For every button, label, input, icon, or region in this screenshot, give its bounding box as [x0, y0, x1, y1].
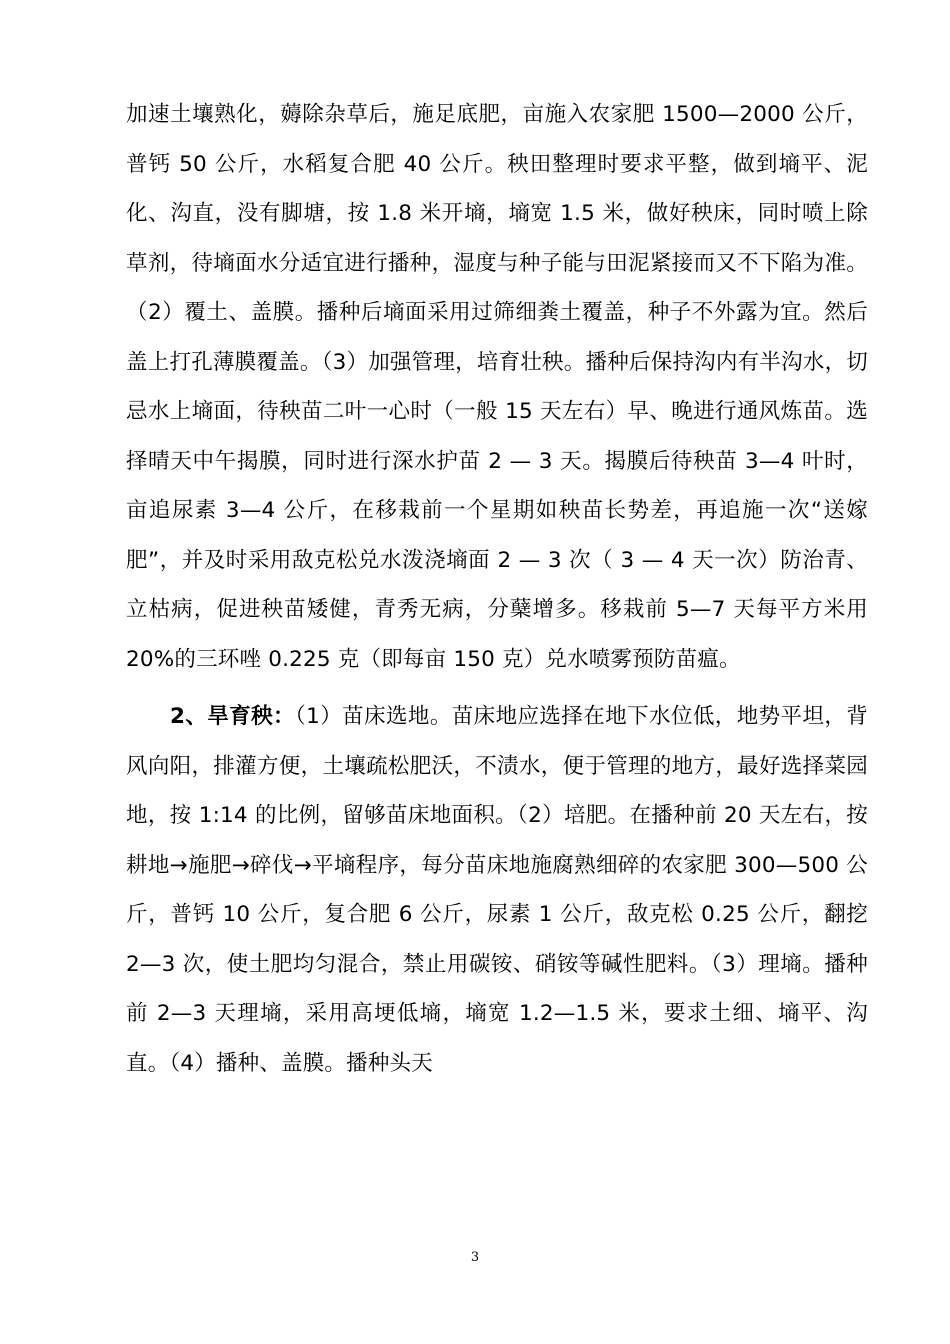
paragraph-text: （1）苗床选地。苗床地应选择在地下水位低，地势平坦，背风向阳，排灌方便，土壤疏松肥沃，不渍水，便于管理的地方，最好选择菜园地，按 1:14 的比例，留够苗床地面积。（2）培肥。在播种前 20 天左右，按耕地→施肥→碎伐→平墒程序，每分苗床地施腐熟细碎的农家肥 300—500 公斤，普钙 10 公斤，复合肥 6 公斤，尿素 1 公斤，敌克松 0.25 公斤，翻挖 2—3 次，使土肥均匀混合，禁止用碳铵、硝铵等碱性肥料。（3）理墒。播种前 2—3 天理墒，采用高埂低墒，墒宽 1.2—1.5 米，要求土细、墒平、沟直。（4）播种、盖膜。播种头天	[126, 704, 868, 1076]
body-text	[126, 90, 868, 1088]
paragraph-dry-nursery	[126, 692, 868, 1088]
paragraph-text: 加速土壤熟化，薅除杂草后，施足底肥，亩施入农家肥 1500—2000 公斤，普钙 50 公斤，水稻复合肥 40 公斤。秧田整理时要求平整，做到墒平、泥化、沟直，没有脚塘，按 1.8 米开墒，墒宽 1.5 米，做好秧床，同时喷上除草剂，待墒面水分适宜进行播种，湿度与种子能与田泥紧接而又不下陷为准。（2）覆土、盖膜。播种后墒面采用过筛细粪土覆盖，种子不外露为宜。然后盖上打孔薄膜覆盖。（3）加强管理，培育壮秧。播种后保持沟内有半沟水，切忌水上墒面，待秧苗二叶一心时（一般 15 天左右）早、晚进行通风炼苗。选择晴天中午揭膜，同时进行深水护苗 2 — 3 天。揭膜后待秧苗 3—4 叶时，亩追尿素 3—4 公斤，在移栽前一个星期如秧苗长势差，再追施一次“送嫁肥”，并及时采用敌克松兑水泼浇墒面 2 — 3 次（ 3 — 4 天一次）防治青、立枯病，促进秧苗矮健，青秀无病，分蘖增多。移栽前 5—7 天每平方米用 20%的三环唑 0.225 克（即每亩 150 克）兑水喷雾预防苗瘟。	[126, 102, 868, 672]
page-number: 3	[470, 1250, 480, 1265]
paragraph-continuation	[126, 90, 868, 684]
section-heading-dry-nursery: 2、旱育秧：	[170, 704, 295, 729]
